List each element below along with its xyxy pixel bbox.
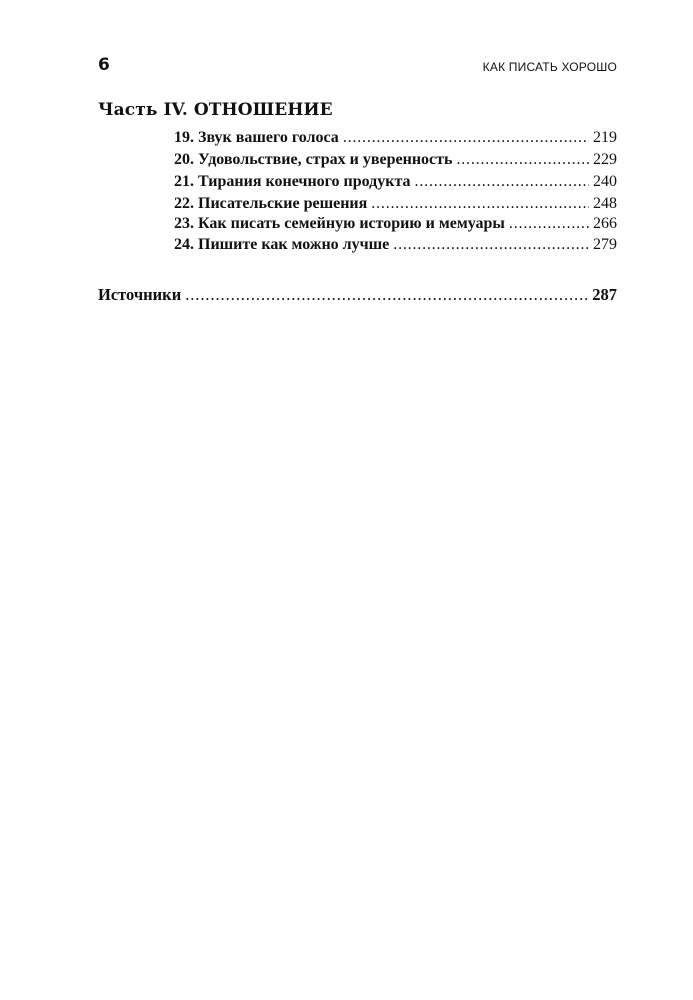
toc-entry-title: Источники (98, 285, 182, 304)
toc-entry-title: 19. Звук вашего голоса (174, 129, 339, 146)
toc-entry-chapter-22[interactable] (174, 194, 617, 214)
page-number: 6 (98, 55, 110, 75)
toc-entry-chapter-23[interactable] (174, 214, 617, 234)
toc-entry-chapter-21[interactable] (174, 172, 617, 192)
toc-entry-page: 287 (592, 285, 617, 304)
toc-entry-chapter-19[interactable] (174, 128, 617, 148)
running-head: КАК ПИСАТЬ ХОРОШО (482, 60, 617, 74)
toc-entry-page: 266 (593, 215, 617, 232)
dot-leader (509, 214, 589, 234)
toc-entry-title: 21. Тирания конечного продукта (174, 173, 411, 190)
toc-entry-title: 20. Удовольствие, страх и уверенность (174, 151, 453, 168)
toc-entry-chapter-20[interactable] (174, 150, 617, 170)
toc-entry-page: 279 (593, 236, 617, 253)
toc-entry-page: 219 (593, 129, 617, 146)
dot-leader (343, 128, 589, 148)
toc-entry-title: 23. Как писать семейную историю и мемуары (174, 215, 505, 232)
dot-leader (456, 150, 589, 170)
dot-leader (185, 285, 588, 305)
dot-leader (415, 172, 589, 192)
toc-entry-title: 24. Пишите как можно лучше (174, 236, 390, 253)
part-title: Часть IV. ОТНОШЕНИЕ (98, 100, 333, 120)
toc-entry-page: 240 (593, 173, 617, 190)
toc-entry-sources[interactable] (98, 285, 617, 305)
toc-entry-page: 229 (593, 151, 617, 168)
toc-entry-page: 248 (593, 195, 617, 212)
toc-entry-chapter-24[interactable] (174, 235, 617, 255)
dot-leader (393, 235, 589, 255)
dot-leader (371, 194, 589, 214)
toc-entry-title: 22. Писательские решения (174, 195, 368, 212)
